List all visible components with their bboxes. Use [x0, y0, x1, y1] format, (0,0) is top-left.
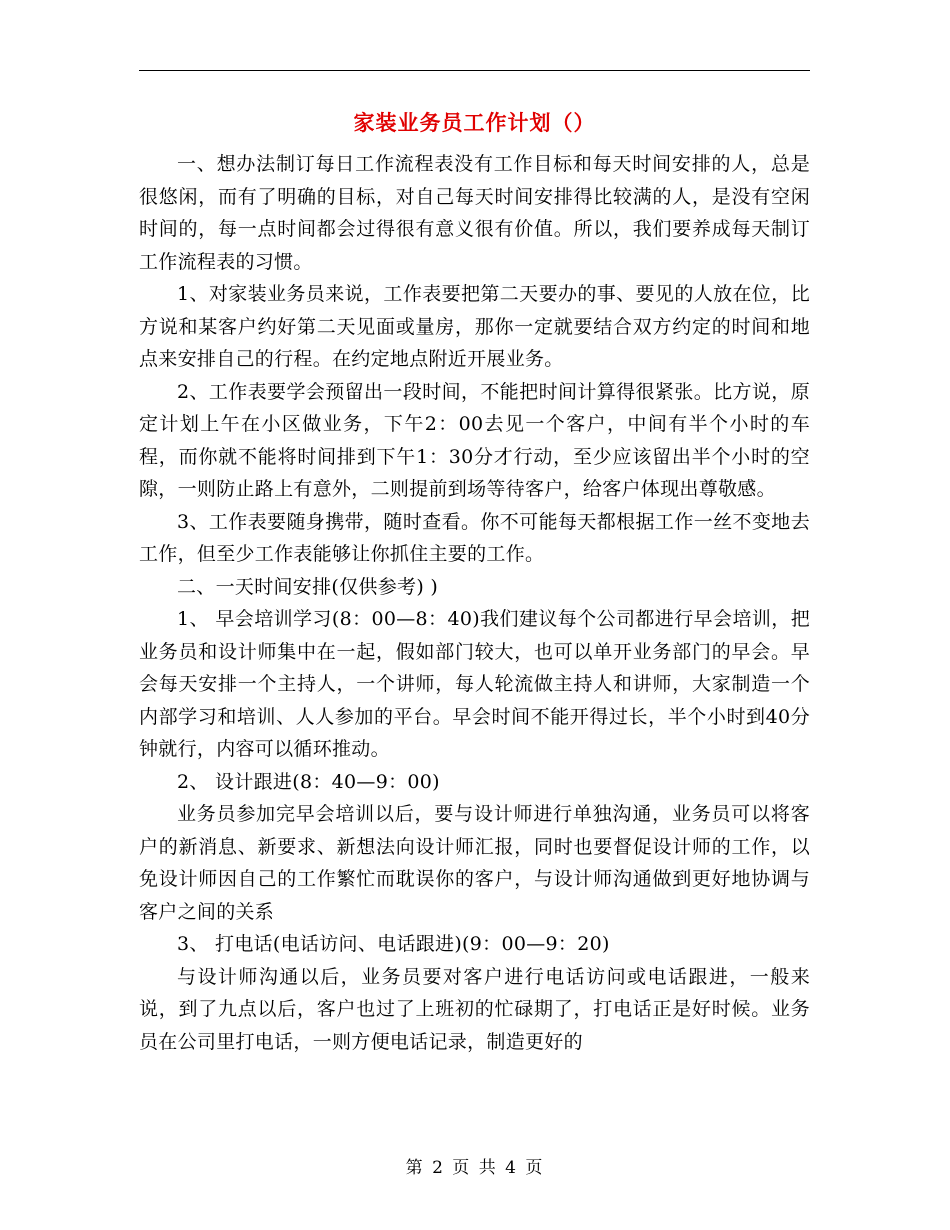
document-body — [139, 148, 810, 1058]
paragraph: 3、工作表要随身携带，随时查看。你不可能每天都根据工作一丝不变地去工作，但至少工作表能够让你抓住主要的工作。 — [139, 510, 810, 565]
paragraph: 1、对家装业务员来说，工作表要把第二天要办的事、要见的人放在位，比方说和某客户约好第二天见面或量房，那你一定就要结合双方约定的时间和地点来安排自己的行程。在约定地点附近开展业务。 — [139, 283, 810, 370]
document-title: 家装业务员工作计划（） — [353, 110, 596, 135]
subsection-heading: 2、 设计跟进(8：40—9：00) — [177, 770, 440, 793]
paragraph: 一、想办法制订每日工作流程表没有工作目标和每天时间安排的人，总是很悠闲，而有了明确的目标，对自己每天时间安排得比较满的人，是没有空闲时间的，每一点时间都会过得很有意义很有价值。所以，我们要养成每天制订工作流程表的习惯。 — [139, 153, 810, 273]
header-rule — [139, 70, 810, 71]
page-number-footer: 第 2 页 共 4 页 — [405, 1158, 545, 1178]
section-heading: 二、一天时间安排(仅供参考) ) — [177, 575, 439, 598]
paragraph: 1、 早会培训学习(8：00—8：40)我们建议每个公司都进行早会培训，把业务员和设计师集中在一起，假如部门较大，也可以单开业务部门的早会。早会每天安排一个主持人，一个讲师，每人轮流做主持人和讲师，大家制造一个内部学习和培训、人人参加的平台。早会时间不能开得过长，半个小时到40分钟就行，内容可以循环推动。 — [139, 608, 810, 760]
paragraph: 2、工作表要学会预留出一段时间，不能把时间计算得很紧张。比方说，原定计划上午在小区做业务，下午2：00去见一个客户，中间有半个小时的车程，而你就不能将时间排到下午1：30分才行动，至少应该留出半个小时的空隙，一则防止路上有意外，二则提前到场等待客户，给客户体现出尊敬感。 — [139, 380, 810, 500]
paragraph: 与设计师沟通以后，业务员要对客户进行电话访问或电话跟进，一般来说，到了九点以后，客户也过了上班初的忙碌期了，打电话正是好时候。业务员在公司里打电话，一则方便电话记录，制造更好的 — [139, 965, 810, 1053]
subsection-heading: 3、 打电话(电话访问、电话跟进)(9：00—9：20) — [177, 933, 610, 955]
paragraph: 业务员参加完早会培训以后，要与设计师进行单独沟通，业务员可以将客户的新消息、新要求、新想法向设计师汇报，同时也要督促设计师的工作，以免设计师因自己的工作繁忙而耽误你的客户，与设计师沟通做到更好地协调与客户之间的关系 — [139, 803, 810, 923]
